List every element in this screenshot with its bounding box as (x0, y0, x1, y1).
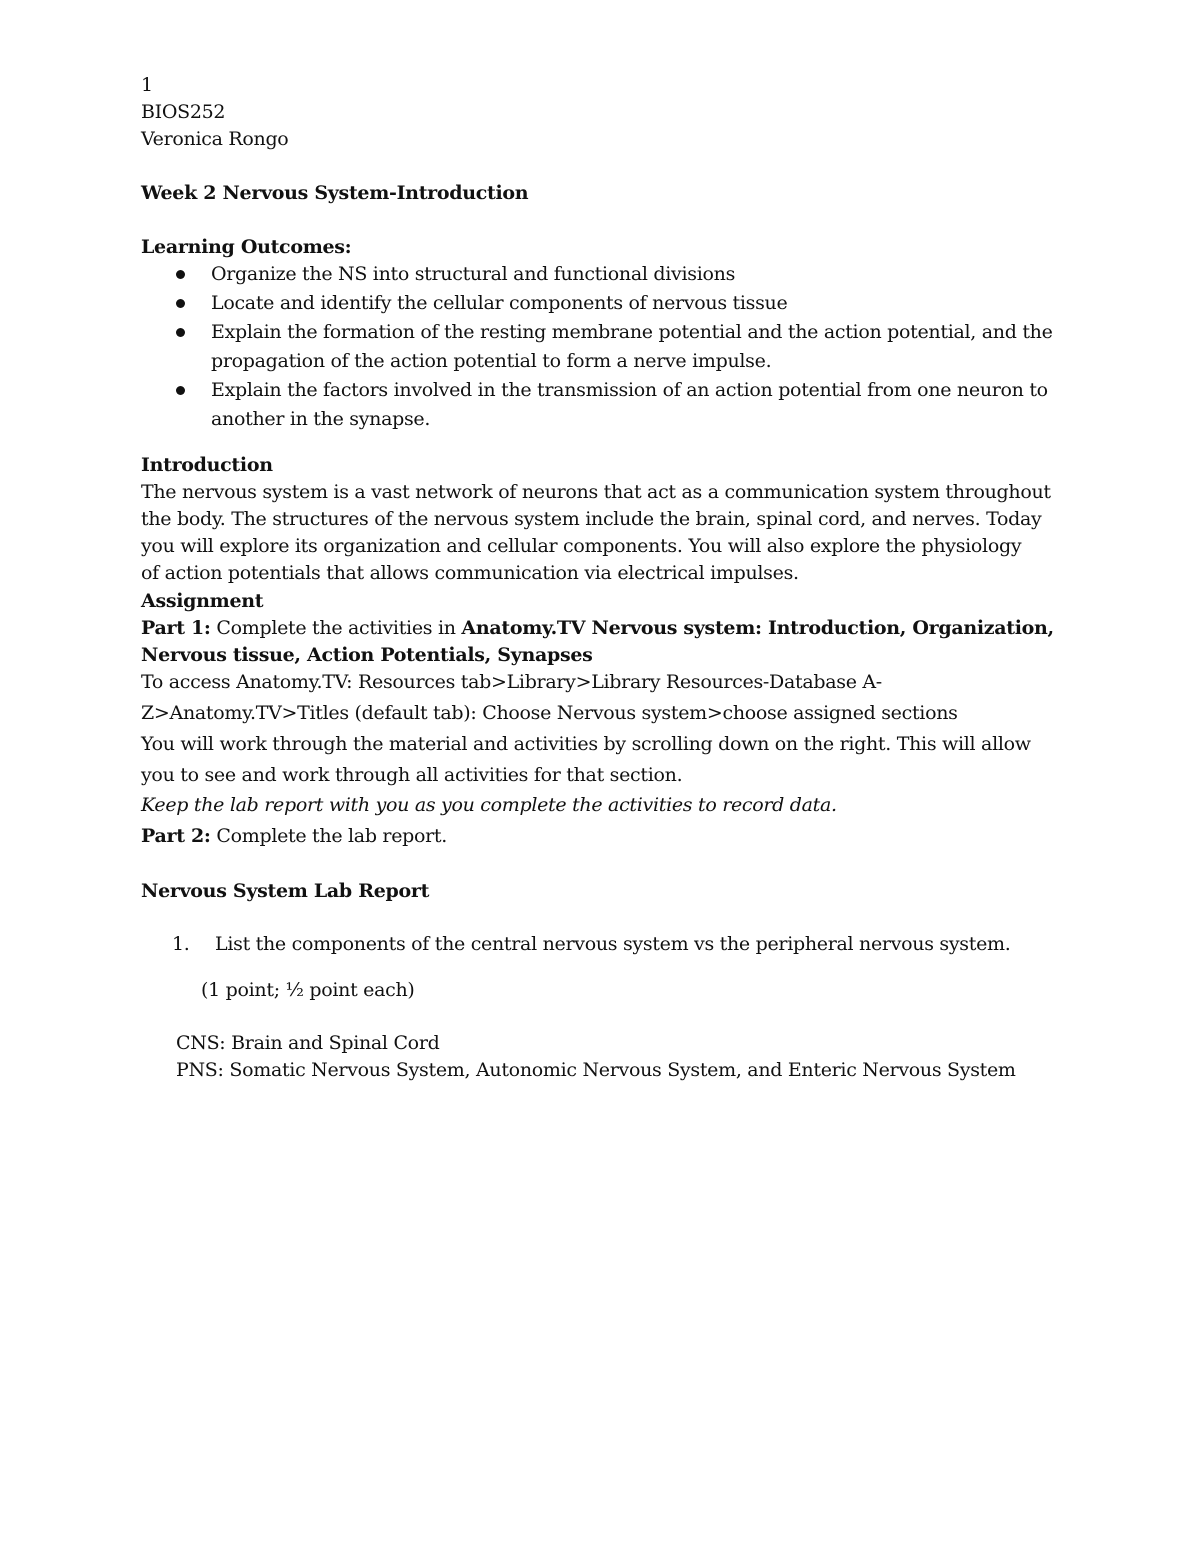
list-item (141, 289, 1101, 318)
question-text: List the components of the central nervous system vs the peripheral nervous system. (215, 933, 1011, 955)
paragraph-line: you will explore its organization and cellular components. You will also explore the physiology (141, 535, 1022, 557)
list-item (141, 260, 1101, 289)
page-number: 1 (141, 74, 153, 96)
paragraph-line: The nervous system is a vast network of neurons that act as a communication system throughout (141, 481, 1051, 503)
assignment-heading: Assignment (141, 590, 264, 612)
answer-cns: CNS: Brain and Spinal Cord (176, 1032, 440, 1054)
paragraph-line: the body. The structures of the nervous system include the brain, spinal cord, and nerves. Today (141, 508, 1042, 530)
list-item-text: Explain the factors involved in the transmission of an action potential from one neuron to (211, 379, 1048, 401)
question-number: 1. (172, 933, 190, 955)
introduction-heading: Introduction (141, 454, 273, 476)
part2-label: Part 2: (141, 825, 211, 847)
part1-line (141, 615, 1054, 642)
part1-resource-title: Anatomy.TV Nervous system: Introduction, Organization, (461, 617, 1054, 639)
part1-label: Part 1: (141, 617, 211, 639)
access-instructions (141, 667, 1031, 791)
lab-report-heading: Nervous System Lab Report (141, 880, 430, 902)
page-title: Week 2 Nervous System-Introduction (141, 182, 529, 204)
paragraph-line: To access Anatomy.TV: Resources tab>Library>Library Resources-Database A- (141, 671, 882, 693)
paragraph-line: of action potentials that allows communication via electrical impulses. (141, 562, 799, 584)
list-item-text: propagation of the action potential to form a nerve impulse. (211, 350, 772, 372)
list-item-text: Explain the formation of the resting membrane potential and the action potential, and the (211, 321, 1053, 343)
list-item-text: another in the synapse. (211, 408, 431, 430)
list-item-text: Organize the NS into structural and functional divisions (211, 263, 736, 285)
part1-resource-sections: Nervous tissue, Action Potentials, Synapses (141, 644, 593, 666)
learning-outcomes-heading: Learning Outcomes: (141, 236, 352, 258)
list-item (141, 318, 1101, 376)
paragraph-line: You will work through the material and activities by scrolling down on the right. This will allow (141, 733, 1031, 755)
list-item-text: Locate and identify the cellular components of nervous tissue (211, 292, 788, 314)
paragraph-line: Z>Anatomy.TV>Titles (default tab): Choose Nervous system>choose assigned sections (141, 702, 958, 724)
course-code: BIOS252 (141, 101, 226, 123)
learning-outcomes-list (141, 260, 1101, 434)
part1-text: Complete the activities in (210, 617, 462, 639)
lab-report-note: Keep the lab report with you as you complete the activities to record data. (141, 794, 837, 816)
list-item (141, 376, 1101, 434)
part2-text: Complete the lab report. (210, 825, 448, 847)
part2-line (141, 823, 447, 850)
paragraph-line: you to see and work through all activities for that section. (141, 764, 683, 786)
answer-pns: PNS: Somatic Nervous System, Autonomic Nervous System, and Enteric Nervous System (176, 1059, 1016, 1081)
student-name: Veronica Rongo (141, 128, 289, 150)
introduction-paragraph (141, 479, 1051, 587)
question-1 (172, 931, 1010, 958)
question-points: (1 point; ½ point each) (201, 979, 415, 1001)
